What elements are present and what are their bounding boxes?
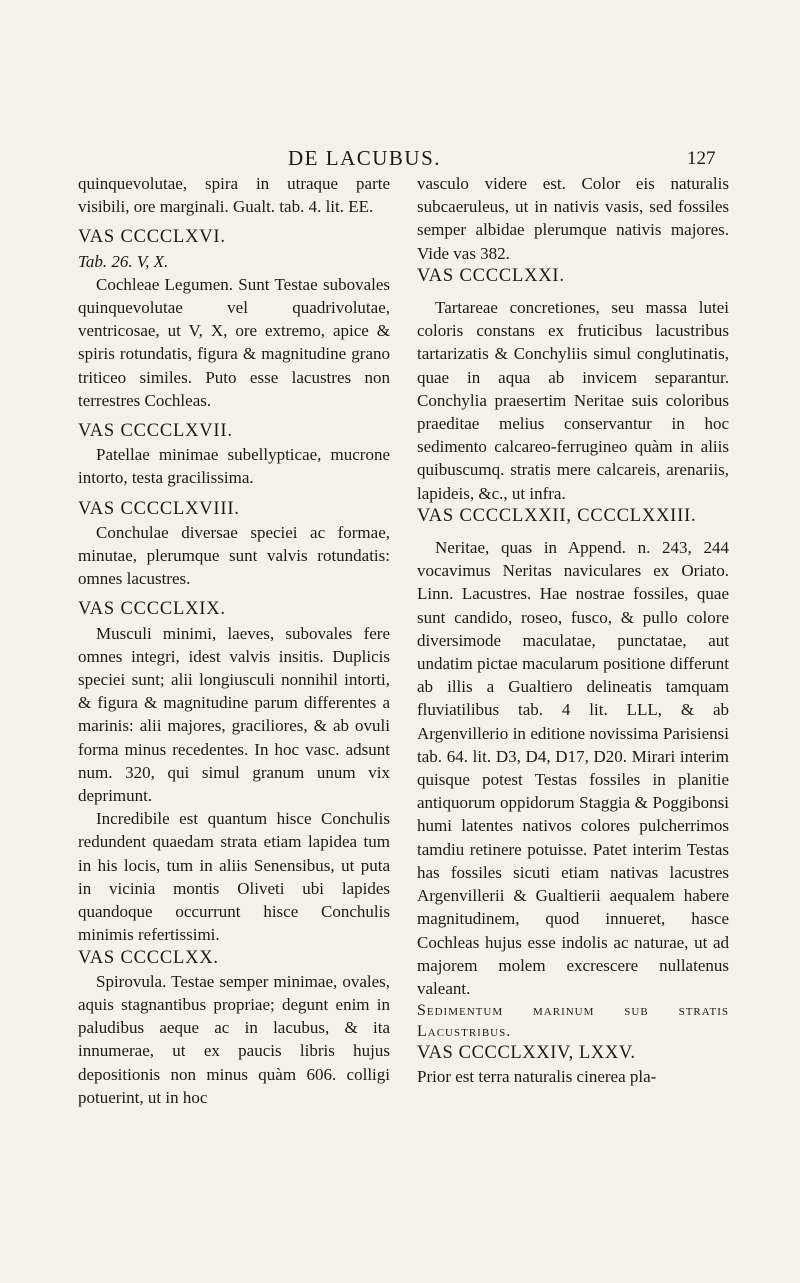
right-column [417,172,729,1089]
section-heading: VAS CCCCLXIX. [78,599,226,620]
section-subheading: Tab. 26. V, X. [78,251,169,271]
running-title: DE LACUBUS. [288,146,442,170]
section-heading: VAS CCCCLXX. [78,947,219,968]
page-number: 127 [687,148,716,169]
paragraph: Musculi minimi, laeves, subovales fere omnes integri, idest valvis insitis. Duplicis speciei sunt; alii longiusculi nonnihil intorti, & figura & magnitudine parum differentes a marinis: alii majores, graciliores, & ab ovuli forma minus recedentes. In hoc vasc. adsunt num. 320, qui simul granum unum vix deprimunt. [78,623,390,806]
left-column [78,172,390,1109]
paragraph: Incredibile est quantum hisce Conchulis redundent quaedam strata etiam lapidea tum in his locis, tum in aliis Senensibus, ut puta in vicinia montis Oliveti ubi lapides quandoque occurrunt hisce Conchulis minimis refertissimi. [78,809,390,945]
paragraph: Spirovula. Testae semper minimae, ovales, aquis stagnantibus propriae; degunt enim in paludibus aeque ac in lacubus, & ita innumerae, ut ex paucis libris hujus depositionis non minus quàm 606. colligi potuerint, ut in hoc [78,971,390,1107]
section-heading: VAS CCCCLXVI. [78,227,226,248]
section-heading: VAS CCCCLXVII. [78,421,233,442]
paragraph: quinquevolutae, spira in utraque parte visibili, ore marginali. Gualt. tab. 4. lit. EE. [78,174,390,217]
paragraph: Patellae minimae subellypticae, mucrone intorto, testa gracilissima. [78,445,390,488]
section-title: Sedimentum marinum sub stratis Lacustribus. [417,1002,729,1041]
section-heading: VAS CCCCLXVIII. [78,498,240,519]
paragraph: Cochleae Legumen. Sunt Testae subovales quinquevolutae vel quadrivolutae, ventricosae, ut V, X, ore extremo, apice & spiris rotundatis, figura & magnitudine grano triticeo similes. Puto esse lacustres non terrestres Cochleas. [78,274,390,410]
paragraph: Tartareae concretiones, seu massa lutei coloris constans ex fruticibus lacustribus tartarizatis & Conchyliis simul conglutinatis, quae in aqua ab invicem separantur. Conchylia praesertim Neritae suis coloribus praeditae melius conservantur in hoc sedimento calcareo-ferrugineo quàm in aliis quibuscumq. stratis mere calcareis, arenariis, lapideis, &c., ut infra. [417,298,729,503]
paragraph: Neritae, quas in Append. n. 243, 244 vocavimus Neritas naviculares ex Oriato. Linn. Lacustres. Hae nostrae fossiles, quae sunt candido, roseo, fusco, & pullo colore diversimode maculatae, punctatae, aut undatim pictae macularum positione differunt ab illis a Gualtiero delineatis tamquam fluviatilibus tab. 4 lit. LLL, & ab Argenvillerio in editione novissima Parisiensi tab. 64. lit. D3, D4, D17, D20. Mirari interim quisque potest Testas fossiles in planitie antiquorum oppidorum Staggia & Poggibonsi humi latentes nativos colores pulcherrimos tamdiu retinere potuisse. Patet interim Testas has fossiles sicuti etiam nativas lacustres Argenvillerii & Gualtierii aequalem habere magnitudinem, quod innueret, hasce Cochleas hujus esse indolis ac naturae, ut ad majorem molem excrescere nullatenus valeant. [417,538,729,998]
section-heading: VAS CCCCLXXI. [417,265,565,286]
paragraph: Conchulae diversae speciei ac formae, minutae, plerumque sunt valvis rotundatis: omnes lacustres. [78,522,390,589]
paragraph: vasculo videre est. Color eis naturalis subcaeruleus, ut in nativis vasis, sed fossiles semper albidae plerumque nativis majores. Vide vas 382. [417,174,729,263]
section-heading: VAS CCCCLXXII, CCCCLXXIII. [417,505,697,526]
section-heading: VAS CCCCLXXIV, LXXV. [417,1043,636,1064]
running-head [0,146,800,170]
paragraph: Prior est terra naturalis cinerea pla- [417,1067,657,1087]
